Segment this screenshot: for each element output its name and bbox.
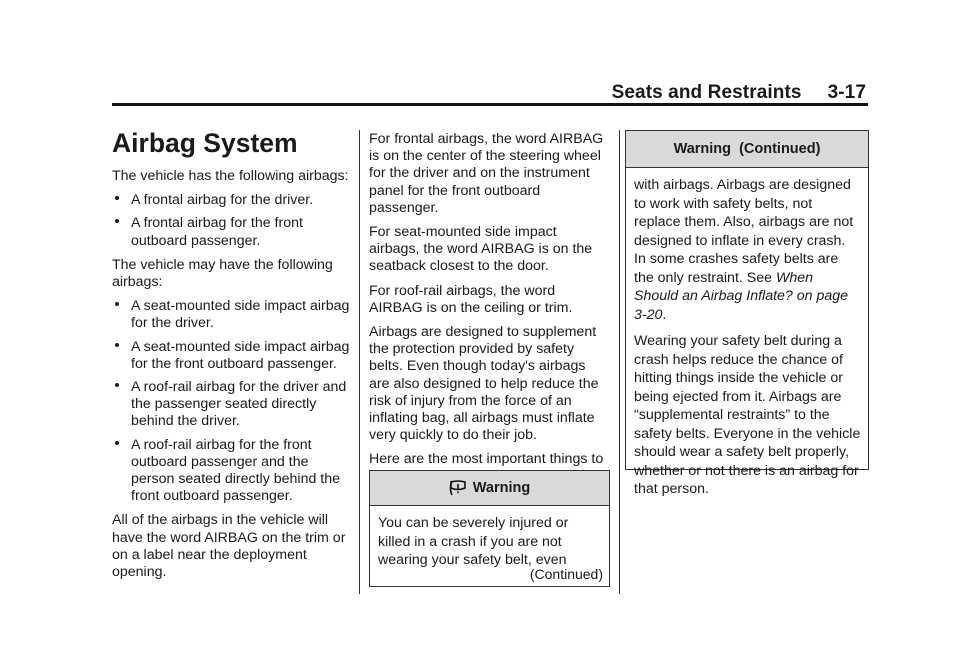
airbag-list-optional: [112, 298, 352, 505]
paragraph: Airbags are designed to supplement the protection provided by safety belts. Even though today's airbags are also designed to help reduce the risk of injury from the force of an inflating bag, all airbags must inflate very quickly to do their job.: [369, 324, 599, 444]
page-header: [112, 82, 866, 104]
section-title-header: Seats and Restraints: [611, 82, 802, 103]
airbag-list-standard: [112, 192, 352, 250]
column-1: [112, 128, 352, 588]
warning-paragraph-2: Wearing your safety belt during a crash helps reduce the chance of hitting things inside the vehicle or being ejected from it. Airbags are “supplemental restraints” to the safety belts. Everyone in the vehicle should wear a safety belt properly, whether or not there is an airbag for that person.: [634, 333, 861, 497]
warning-continued-body: [626, 168, 868, 499]
warning-paragraph-1: with airbags. Airbags are designed to work with safety belts, not replace them. Also, airbags are not designed to inflate in every crash. In some crashes safety belts are the only restraint. See When Should an Airbag Inflate? on page 3-20.: [634, 177, 854, 323]
warning-header: [370, 471, 609, 506]
paragraph: For seat-mounted side impact airbags, the word AIRBAG is on the seatback closest to the door.: [369, 224, 593, 275]
column-divider: [359, 130, 360, 594]
list-item: A roof-rail airbag for the front outboard passenger and the person seated directly behind the front outboard passenger.: [112, 437, 352, 506]
page-number: 3-17: [827, 82, 866, 103]
intro-paragraph-1: The vehicle has the following airbags:: [112, 168, 349, 184]
list-item: A roof-rail airbag for the driver and the passenger seated directly behind the driver.: [112, 379, 352, 431]
warning-body: [370, 506, 609, 570]
column-2: [369, 131, 609, 493]
warning-continued-title: Warning (Continued): [673, 141, 821, 157]
header-rule: [112, 103, 868, 106]
warning-title: Warning: [472, 480, 531, 496]
warning-box: [369, 470, 610, 587]
paragraph: For roof-rail airbags, the word AIRBAG is on the ceiling or trim.: [369, 282, 573, 316]
page-reference-link[interactable]: When Should an Airbag Inflate? on page 3-20: [634, 269, 849, 323]
list-item: A seat-mounted side impact airbag for the front outboard passenger.: [112, 339, 352, 373]
page-title: Airbag System: [112, 128, 298, 158]
list-item: A frontal airbag for the front outboard passenger.: [112, 215, 352, 249]
warning-continued-box: [625, 130, 869, 497]
paragraph: Here are the most important things to: [369, 451, 604, 468]
closing-paragraph: All of the airbags in the vehicle will have the word AIRBAG on the trim or on a label near the deployment opening.: [112, 512, 346, 581]
list-item: A seat-mounted side impact airbag for the driver.: [112, 298, 352, 332]
list-item: A frontal airbag for the driver.: [112, 192, 352, 209]
continued-label: (Continued): [529, 566, 603, 582]
intro-paragraph-2: The vehicle may have the following airbags:: [112, 256, 333, 291]
warning-continued-header: [626, 131, 868, 168]
warning-text: You can be severely injured or killed in a crash if you are not wearing your safety belt, even: [378, 515, 569, 568]
paragraph: For frontal airbags, the word AIRBAG is on the center of the steering wheel for the driver and on the instrument panel for the front outboard passenger.: [369, 131, 604, 216]
column-divider: [619, 130, 620, 594]
warning-icon: [449, 479, 467, 497]
